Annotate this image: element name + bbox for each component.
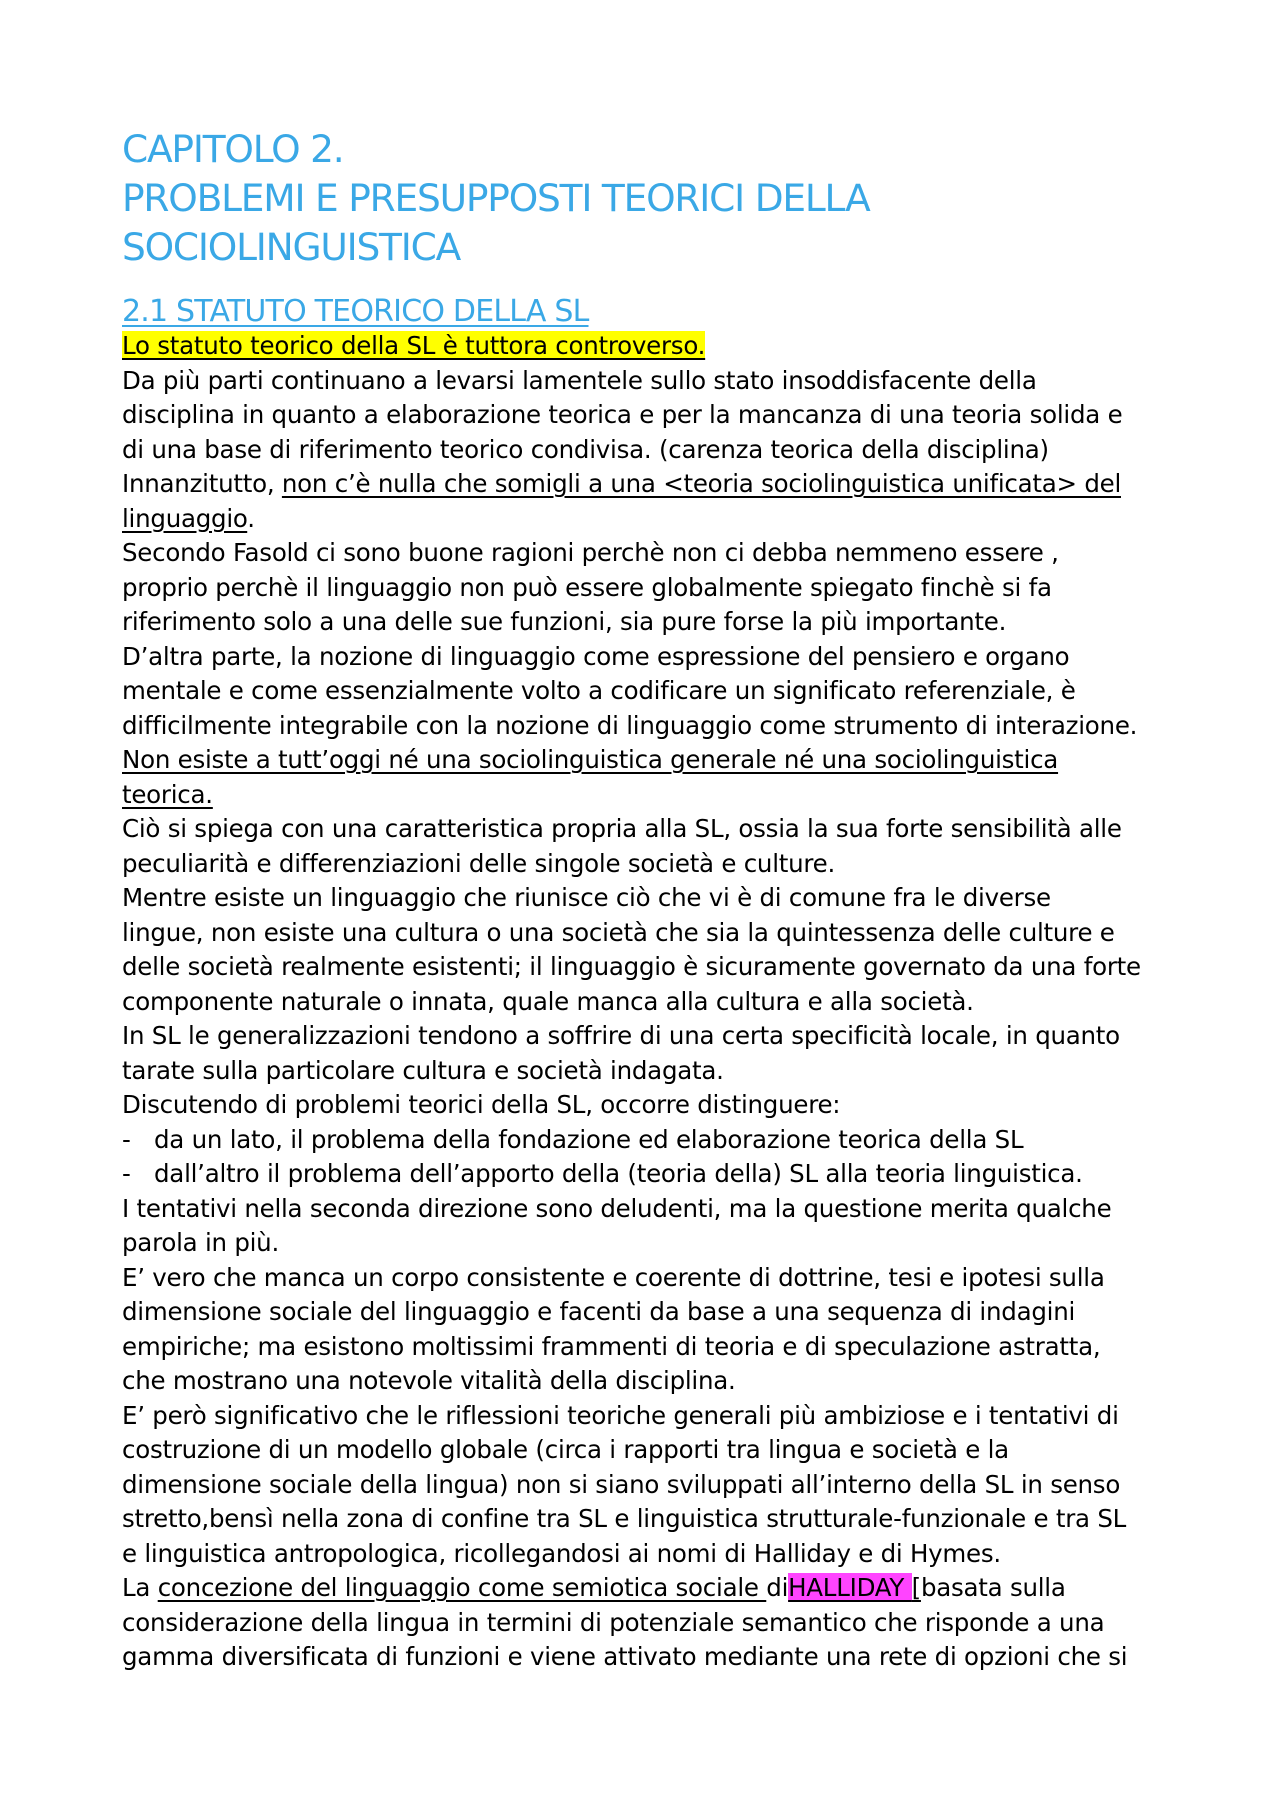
text-line: peculiarità e differenziazioni delle singole società e culture.	[122, 848, 836, 878]
text-line: delle società realmente esistenti; il linguaggio è sicuramente governato da una forte	[122, 952, 1141, 981]
text-line: Ciò si spiega con una caratteristica propria alla SL, ossia la sua forte sensibilità alle	[122, 814, 1122, 843]
section-heading	[122, 294, 1182, 330]
text-line: dimensione sociale del linguaggio e facenti da base a una sequenza di indagini	[122, 1297, 1076, 1326]
text-span: di	[766, 1573, 789, 1602]
text-line: difficilmente integrabile con la nozione di linguaggio come strumento di interazione.	[122, 710, 1138, 740]
text-line: e linguistica antropologica, ricollegandosi ai nomi di Halliday e di Hymes.	[122, 1538, 1001, 1568]
chapter-title-line: CAPITOLO 2.	[122, 127, 344, 171]
text-line: gamma diversificata di funzioni e viene attivato mediante una rete di opzioni che si	[122, 1642, 1128, 1671]
text-span: Innanzitutto,	[122, 469, 282, 498]
text-line	[122, 743, 1182, 778]
text-line: empiriche; ma esistono moltissimi frammenti di teoria e di speculazione astratta,	[122, 1331, 1101, 1361]
bullet-dash: -	[122, 1124, 131, 1154]
body-text	[122, 329, 1182, 1675]
text-line: proprio perchè il linguaggio non può essere globalmente spiegato finchè si fa	[122, 572, 1052, 602]
highlighted-sentence: Lo statuto teorico della SL è tuttora controverso.	[122, 331, 706, 360]
text-line: stretto,bensì nella zona di confine tra SL e linguistica strutturale-funzionale e tra SL	[122, 1504, 1127, 1533]
section-heading-text: 2.1 STATUTO TEORICO DELLA SL	[122, 294, 589, 329]
bullet-text: dall’altro il problema dell’apporto della (teoria della) SL alla teoria linguistica.	[154, 1159, 1083, 1188]
text-line	[122, 467, 1182, 502]
text-span: basata sulla	[920, 1573, 1066, 1602]
text-line: D’altra parte, la nozione di linguaggio come espressione del pensiero e organo	[122, 641, 1070, 671]
bullet-dash: -	[122, 1159, 131, 1188]
text-line: E’ però significativo che le riflessioni teoriche generali più ambiziose e i tentativi di	[122, 1400, 1119, 1430]
text-line: di una base di riferimento teorico condivisa. (carenza teorica della disciplina)	[122, 434, 1049, 464]
bullet-text: da un lato, il problema della fondazione ed elaborazione teorica della SL	[154, 1124, 1024, 1154]
text-line	[122, 1571, 1182, 1606]
text-line	[122, 778, 1182, 813]
text-line	[122, 502, 1182, 537]
underlined-text: Non esiste a tutt’oggi né una sociolinguistica generale né una sociolinguistica	[122, 745, 1059, 774]
chapter-title-line: PROBLEMI E PRESUPPOSTI TEORICI DELLA	[122, 176, 870, 220]
underlined-text: teorica.	[122, 779, 213, 809]
text-line: componente naturale o innata, quale manca alla cultura e alla società.	[122, 986, 974, 1016]
text-span: La	[122, 1573, 158, 1602]
text-line: tarate sulla particolare cultura e società indagata.	[122, 1055, 724, 1085]
text-line: parola in più.	[122, 1228, 279, 1257]
text-line: Discutendo di problemi teorici della SL, occorre distinguere:	[122, 1090, 841, 1119]
text-line: In SL le generalizzazioni tendono a soffrire di una certa specificità locale, in quanto	[122, 1021, 1120, 1050]
text-line	[122, 329, 1182, 364]
text-span: .	[247, 503, 255, 533]
document-content	[122, 125, 1182, 1675]
text-line: Secondo Fasold ci sono buone ragioni perchè non ci debba nemmeno essere ,	[122, 538, 1059, 567]
underlined-text: linguaggio	[122, 503, 248, 533]
chapter-title-line: SOCIOLINGUISTICA	[122, 225, 461, 269]
text-line: disciplina in quanto a elaborazione teorica e per la mancanza di una teoria solida e	[122, 400, 1123, 429]
text-line: Da più parti continuano a levarsi lamentele sullo stato insoddisfacente della	[122, 365, 1037, 395]
text-line: riferimento solo a una delle sue funzioni, sia pure forse la più importante.	[122, 607, 1007, 636]
bullet-item	[122, 1157, 1182, 1192]
text-line: mentale e come essenzialmente volto a codificare un significato referenziale, è	[122, 676, 1076, 705]
text-line: considerazione della lingua in termini di potenziale semantico che risponde a una	[122, 1607, 1105, 1637]
text-line: costruzione di un modello globale (circa i rapporti tra lingua e società e la	[122, 1435, 1009, 1464]
text-line: lingue, non esiste una cultura o una società che sia la quintessenza delle culture e	[122, 917, 1115, 947]
underlined-text: non c’è nulla che somigli a una <teoria sociolinguistica unificata> del	[281, 469, 1121, 498]
text-line: I tentativi nella seconda direzione sono deludenti, ma la questione merita qualche	[122, 1193, 1112, 1223]
text-line: che mostrano una notevole vitalità della disciplina.	[122, 1366, 736, 1395]
text-line: E’ vero che manca un corpo consistente e coerente di dottrine, tesi e ipotesi sulla	[122, 1262, 1105, 1292]
underlined-text: concezione del linguaggio come semiotica sociale	[157, 1573, 767, 1602]
text-line: Mentre esiste un linguaggio che riunisce ciò che vi è di comune fra le diverse	[122, 883, 1051, 912]
highlighted-name: HALLIDAY	[788, 1573, 912, 1602]
text-line: dimensione sociale della lingua) non si siano sviluppati all’interno della SL in senso	[122, 1469, 1121, 1499]
underlined-text: [	[911, 1573, 921, 1602]
bullet-item	[122, 1123, 1182, 1158]
chapter-title	[122, 125, 1182, 272]
